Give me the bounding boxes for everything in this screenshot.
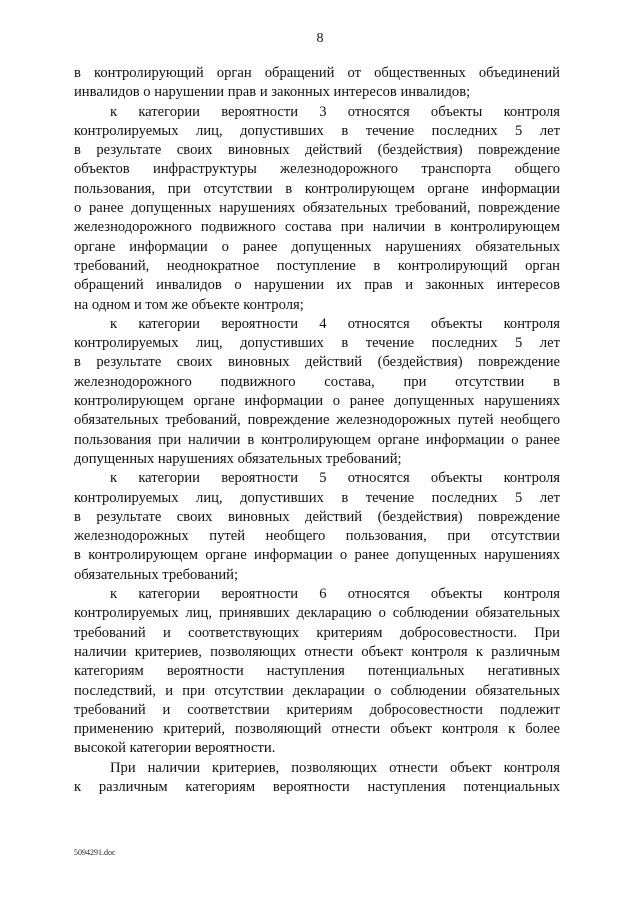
text-line: в результате своих виновных действий (бездействия) повреждение <box>74 142 560 159</box>
document-body <box>74 64 560 797</box>
text-line: наличии критериев, позволяющих отнести объект контроля к различным <box>74 643 560 660</box>
text-line: в контролирующем органе информации о ранее допущенных нарушениях <box>74 547 560 564</box>
text-line: При наличии критериев, позволяющих отнести объект контроля <box>110 759 560 776</box>
text-line: железнодорожного подвижного состава при наличии в контролирующем <box>74 219 560 236</box>
page-number: 8 <box>316 31 324 46</box>
text-line: пользования, при отсутствии в контролирующем органе информации <box>74 180 560 197</box>
text-line: к различным категориям вероятности наступления потенциальных <box>74 778 560 795</box>
text-line: категориям вероятности наступления потенциальных негативных <box>74 663 560 680</box>
text-line: к категории вероятности 5 относятся объекты контроля <box>110 470 560 487</box>
text-line: пользования при наличии в контролирующем органе информации о ранее <box>74 431 560 448</box>
text-line: обязательных требований; <box>74 566 239 583</box>
text-line: контролируемых лиц, допустивших в течение последних 5 лет <box>74 335 560 352</box>
text-line: применению критерий, позволяющий отнести объект контроля к более <box>74 721 560 738</box>
text-line: о ранее допущенных нарушениях обязательных требований, повреждение <box>74 200 560 217</box>
text-line: обращений инвалидов о нарушении их прав и законных интересов <box>74 277 560 294</box>
text-line: контролируемых лиц, допустивших в течение последних 5 лет <box>74 122 560 139</box>
text-line: обязательных требований, повреждение железнодорожных путей необщего <box>74 412 560 429</box>
text-line: объектов инфраструктуры железнодорожного транспорта общего <box>74 161 560 178</box>
text-line: органе информации о ранее допущенных нарушениях обязательных <box>74 238 560 255</box>
text-line: допущенных нарушениях обязательных требований; <box>74 450 402 467</box>
text-line: к категории вероятности 4 относятся объекты контроля <box>110 315 560 332</box>
text-line: железнодорожного подвижного состава, при отсутствии в <box>74 373 560 390</box>
text-line: в результате своих виновных действий (бездействия) повреждение <box>74 354 560 371</box>
text-line: на одном и том же объекте контроля; <box>74 296 304 313</box>
text-line: к категории вероятности 3 относятся объекты контроля <box>110 103 560 120</box>
text-line: инвалидов о нарушении прав и законных интересов инвалидов; <box>74 84 471 101</box>
text-line: контролируемых лиц, принявших декларацию о соблюдении обязательных <box>74 605 560 622</box>
text-line: контролируемых лиц, допустивших в течение последних 5 лет <box>74 489 560 506</box>
text-line: в результате своих виновных действий (бездействия) повреждение <box>74 508 560 525</box>
text-line: требований и соответствующих критериям добросовестности. При <box>74 624 560 641</box>
text-line: требований и соответствии критериям добросовестности подлежит <box>74 701 560 718</box>
text-line: в контролирующий орган обращений от общественных объединений <box>74 65 560 81</box>
text-line: требований, неоднократное поступление в контролирующий орган <box>74 257 560 274</box>
text-line: контролирующем органе информации о ранее допущенных нарушениях <box>74 393 560 410</box>
text-line: высокой категории вероятности. <box>74 740 276 757</box>
document-filename: 5094291.doc <box>74 848 116 857</box>
text-line: последствий, и при отсутствии декларации о соблюдении обязательных <box>74 682 560 699</box>
text-line: к категории вероятности 6 относятся объекты контроля <box>110 586 560 603</box>
text-line: железнодорожных путей необщего пользования, при отсутствии <box>74 528 560 545</box>
